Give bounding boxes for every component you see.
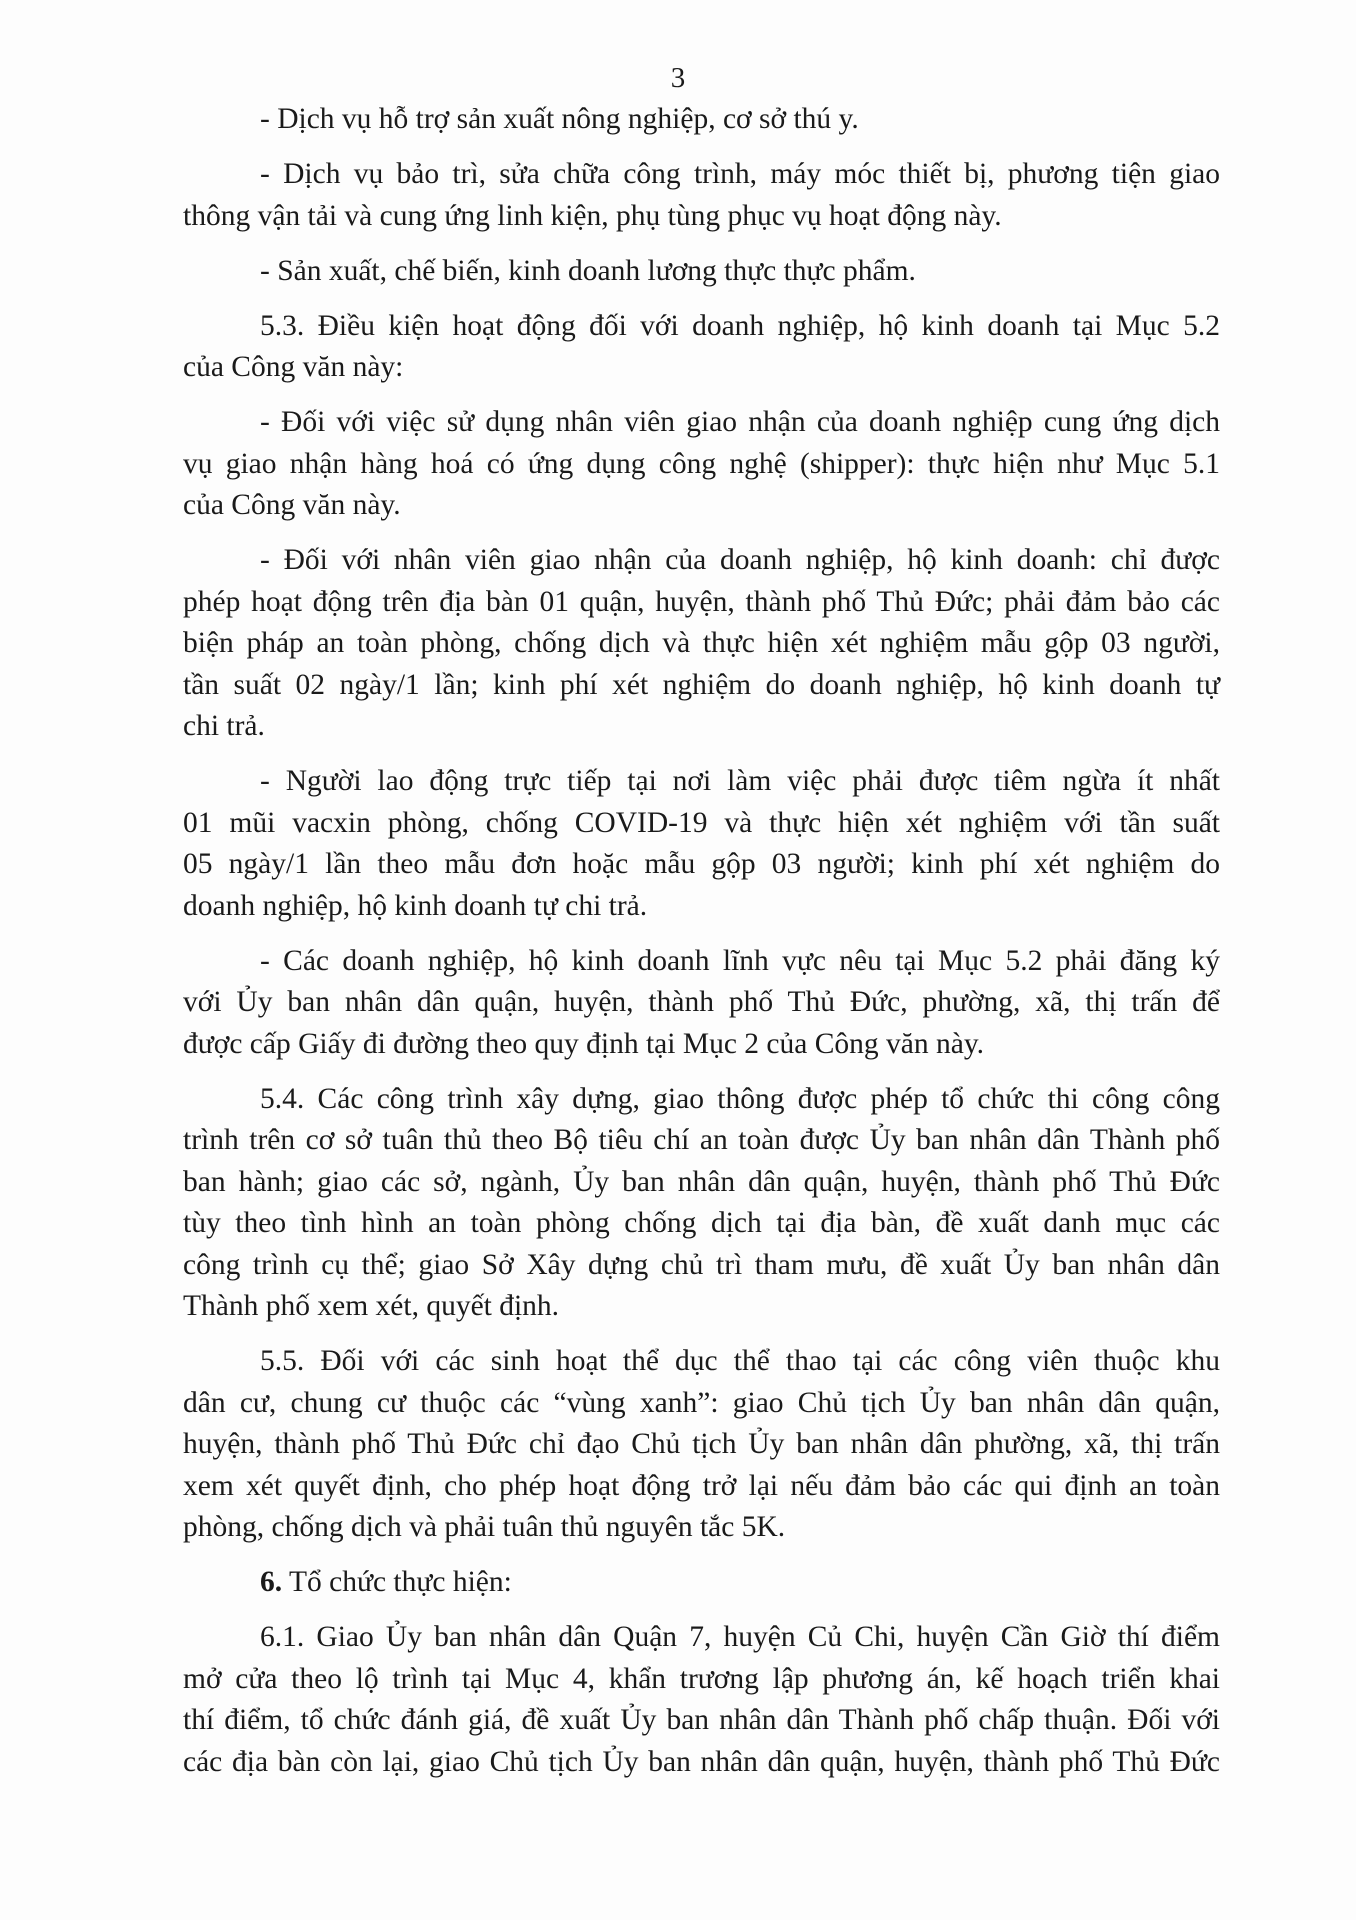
section-heading: Tổ chức thực hiện: [282, 1566, 512, 1598]
text-line: thí điểm, tổ chức đánh giá, đề xuất Ủy ban nhân dân Thành phố chấp thuận. Đối với [183, 1704, 1220, 1736]
paragraph [183, 1562, 1220, 1604]
text-line: - Dịch vụ hỗ trợ sản xuất nông nghiệp, cơ sở thú y. [260, 103, 859, 135]
text-line: chi trả. [183, 710, 265, 742]
text-line: biện pháp an toàn phòng, chống dịch và thực hiện xét nghiệm mẫu gộp 03 người, [183, 627, 1220, 659]
text-line: - Đối với việc sử dụng nhân viên giao nhận của doanh nghiệp cung ứng dịch [260, 406, 1220, 438]
text-line: doanh nghiệp, hộ kinh doanh tự chi trả. [183, 889, 648, 922]
paragraph [183, 1617, 1220, 1783]
document-body [183, 99, 1220, 1797]
text-line: tùy theo tình hình an toàn phòng chống dịch tại địa bàn, đề xuất danh mục các [183, 1207, 1220, 1239]
paragraph [183, 99, 1220, 141]
text-line: xem xét quyết định, cho phép hoạt động trở lại nếu đảm bảo các qui định an toàn [183, 1469, 1220, 1502]
text-line: công trình cụ thể; giao Sở Xây dựng chủ trì tham mưu, đề xuất Ủy ban nhân dân [183, 1248, 1220, 1281]
text-line: các địa bàn còn lại, giao Chủ tịch Ủy ban nhân dân quận, huyện, thành phố Thủ Đức [183, 1745, 1220, 1778]
text-line: 5.5. Đối với các sinh hoạt thể dục thể thao tại các công viên thuộc khu [260, 1345, 1220, 1377]
text-line: trình trên cơ sở tuân thủ theo Bộ tiêu chí an toàn được Ủy ban nhân dân Thành phố [183, 1124, 1220, 1156]
paragraph [183, 306, 1220, 389]
text-line: - Dịch vụ bảo trì, sửa chữa công trình, máy móc thiết bị, phương tiện giao [260, 158, 1220, 190]
text-line: dân cư, chung cư thuộc các “vùng xanh”: giao Chủ tịch Ủy ban nhân dân quận, [183, 1386, 1220, 1419]
paragraph [183, 540, 1220, 748]
text-line: Thành phố xem xét, quyết định. [183, 1290, 560, 1322]
text-line: của Công văn này: [183, 351, 404, 383]
text-line: với Ủy ban nhân dân quận, huyện, thành phố Thủ Đức, phường, xã, thị trấn để [183, 986, 1220, 1018]
paragraph [183, 761, 1220, 927]
text-line: mở cửa theo lộ trình tại Mục 4, khẩn trương lập phương án, kế hoạch triển khai [183, 1662, 1220, 1695]
paragraph [183, 154, 1220, 237]
text-line: - Sản xuất, chế biến, kinh doanh lương thực thực phẩm. [260, 254, 916, 287]
text-line: - Các doanh nghiệp, hộ kinh doanh lĩnh vực nêu tại Mục 5.2 phải đăng ký [260, 944, 1220, 977]
text-line: - Đối với nhân viên giao nhận của doanh nghiệp, hộ kinh doanh: chỉ được [260, 544, 1220, 576]
text-line: 01 mũi vacxin phòng, chống COVID-19 và thực hiện xét nghiệm với tần suất [183, 806, 1220, 839]
text-line: 5.4. Các công trình xây dựng, giao thông được phép tổ chức thi công công [260, 1082, 1220, 1115]
text-line: - Người lao động trực tiếp tại nơi làm việc phải được tiêm ngừa ít nhất [260, 765, 1220, 797]
text-line: vụ giao nhận hàng hoá có ứng dụng công nghệ (shipper): thực hiện như Mục 5.1 [183, 447, 1220, 480]
text-line: phòng, chống dịch và phải tuân thủ nguyên tắc 5K. [183, 1511, 786, 1543]
text-line: 6.1. Giao Ủy ban nhân dân Quận 7, huyện Củ Chi, huyện Cần Giờ thí điểm [260, 1621, 1220, 1653]
text-line: thông vận tải và cung ứng linh kiện, phụ tùng phục vụ hoạt động này. [183, 199, 1002, 232]
paragraph [183, 1341, 1220, 1549]
text-line: ban hành; giao các sở, ngành, Ủy ban nhân dân quận, huyện, thành phố Thủ Đức [183, 1165, 1220, 1198]
paragraph [183, 251, 1220, 293]
text-line: 05 ngày/1 lần theo mẫu đơn hoặc mẫu gộp 03 người; kinh phí xét nghiệm do [183, 848, 1220, 880]
section-number: 6. [260, 1566, 283, 1598]
paragraph [183, 1079, 1220, 1328]
text-line: của Công văn này. [183, 489, 401, 521]
text-line: tần suất 02 ngày/1 lần; kinh phí xét nghiệm do doanh nghiệp, hộ kinh doanh tự [183, 668, 1220, 701]
text-line: phép hoạt động trên địa bàn 01 quận, huyện, thành phố Thủ Đức; phải đảm bảo các [183, 585, 1220, 618]
page-number: 3 [670, 62, 686, 94]
paragraph [183, 941, 1220, 1066]
text-line: 5.3. Điều kiện hoạt động đối với doanh nghiệp, hộ kinh doanh tại Mục 5.2 [260, 309, 1220, 342]
text-line: được cấp Giấy đi đường theo quy định tại Mục 2 của Công văn này. [183, 1027, 985, 1060]
paragraph [183, 402, 1220, 527]
text-line: huyện, thành phố Thủ Đức chỉ đạo Chủ tịch Ủy ban nhân dân phường, xã, thị trấn [183, 1428, 1220, 1460]
text-line [183, 1562, 1220, 1604]
